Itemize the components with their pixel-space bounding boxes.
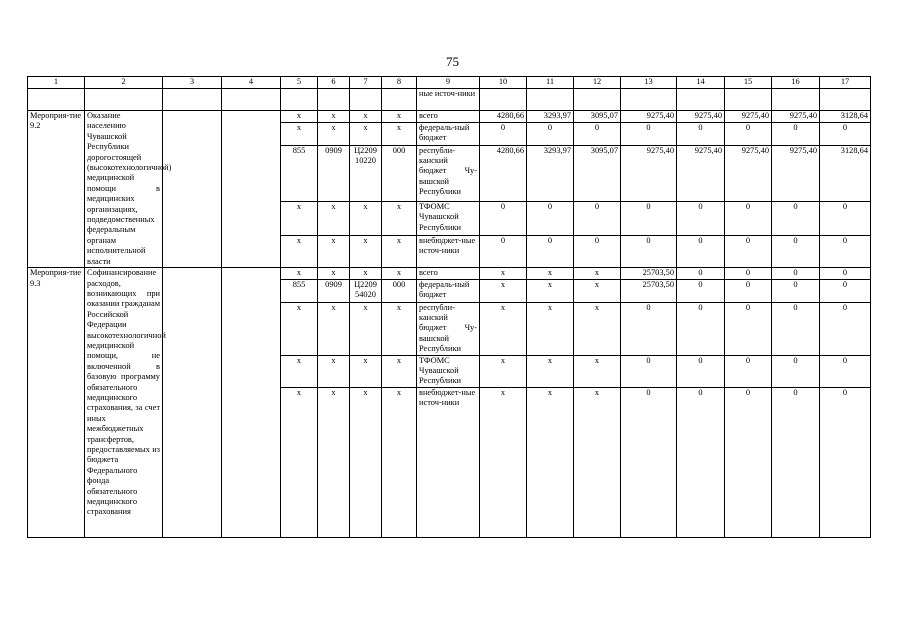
cell xyxy=(382,89,417,111)
value-cell: х xyxy=(480,355,527,387)
value-cell: 25703,50 xyxy=(621,279,677,302)
value-cell: 0 xyxy=(725,235,772,267)
cell xyxy=(318,89,350,111)
code-cell: х xyxy=(281,302,318,355)
code-cell: х xyxy=(350,111,382,123)
funding-source-cell: республи-канский бюджет Чу-вашской Республики xyxy=(417,145,480,201)
value-cell: 3128,64 xyxy=(820,145,871,201)
value-cell: 0 xyxy=(574,202,621,236)
value-cell: 3293,97 xyxy=(527,111,574,123)
value-cell: 0 xyxy=(725,355,772,387)
funding-source-cell: республи-канский бюджет Чу-вашской Республики xyxy=(417,302,480,355)
code-cell: х xyxy=(350,122,382,145)
value-cell: 4280,66 xyxy=(480,111,527,123)
code-cell: х xyxy=(318,111,350,123)
value-cell: х xyxy=(527,302,574,355)
code-cell: х xyxy=(350,302,382,355)
code-cell: Ц2209 54020 xyxy=(350,279,382,302)
value-cell: х xyxy=(574,355,621,387)
value-cell: 4280,66 xyxy=(480,145,527,201)
cell xyxy=(163,111,222,268)
cell xyxy=(527,89,574,111)
code-cell: Ц2209 10220 xyxy=(350,145,382,201)
code-cell: 0909 xyxy=(318,279,350,302)
funding-source-cell: всего xyxy=(417,111,480,123)
measure-description-cell: Софинансирование расходов, возникающих при оказании гражданам Российской Федерации высокотехнологичной медицинской помощи, не включенной в базовую программу обязательного медицинского страхования, за счет иных межбюджетных трансфертов, предоставляемых из бюджета Федерального фонда обязательного медицинского страхования xyxy=(85,268,163,538)
col-header: 13 xyxy=(621,77,677,89)
value-cell: 0 xyxy=(772,355,820,387)
funding-source-cell: всего xyxy=(417,268,480,279)
code-cell: х xyxy=(318,387,350,537)
code-cell: х xyxy=(281,122,318,145)
code-cell: х xyxy=(281,268,318,279)
value-cell: 0 xyxy=(725,268,772,279)
code-cell: х xyxy=(382,355,417,387)
value-cell: 9275,40 xyxy=(725,111,772,123)
value-cell: 0 xyxy=(772,268,820,279)
value-cell: 0 xyxy=(725,202,772,236)
col-header: 14 xyxy=(677,77,725,89)
value-cell: 9275,40 xyxy=(772,145,820,201)
value-cell: х xyxy=(574,302,621,355)
measure-id-cell: Мероприя-тие 9.2 xyxy=(28,111,85,268)
col-header: 11 xyxy=(527,77,574,89)
code-cell: х xyxy=(350,268,382,279)
col-header: 17 xyxy=(820,77,871,89)
code-cell: 855 xyxy=(281,279,318,302)
code-cell: 000 xyxy=(382,279,417,302)
cell xyxy=(677,89,725,111)
value-cell: 0 xyxy=(772,279,820,302)
cell xyxy=(725,89,772,111)
cell xyxy=(574,89,621,111)
col-header: 5 xyxy=(281,77,318,89)
value-cell: 0 xyxy=(574,122,621,145)
value-cell: 0 xyxy=(677,355,725,387)
funding-source-cell: федераль-ный бюджет xyxy=(417,279,480,302)
value-cell: 0 xyxy=(677,268,725,279)
value-cell: 3293,97 xyxy=(527,145,574,201)
value-cell: 0 xyxy=(772,202,820,236)
cell xyxy=(772,89,820,111)
value-cell: 0 xyxy=(772,302,820,355)
value-cell: 0 xyxy=(820,122,871,145)
funding-source-cell: ТФОМС Чувашской Республики xyxy=(417,355,480,387)
value-cell: х xyxy=(480,279,527,302)
col-header: 9 xyxy=(417,77,480,89)
value-cell: х xyxy=(527,387,574,537)
code-cell: х xyxy=(350,387,382,537)
value-cell: 0 xyxy=(621,302,677,355)
cell xyxy=(480,89,527,111)
value-cell: 0 xyxy=(677,122,725,145)
code-cell: х xyxy=(350,355,382,387)
code-cell: х xyxy=(318,268,350,279)
value-cell: х xyxy=(480,302,527,355)
cell xyxy=(222,268,281,538)
value-cell: 0 xyxy=(621,355,677,387)
value-cell: х xyxy=(527,279,574,302)
code-cell: х xyxy=(281,387,318,537)
value-cell: 9275,40 xyxy=(621,145,677,201)
col-header: 3 xyxy=(163,77,222,89)
cell xyxy=(163,89,222,111)
code-cell: х xyxy=(382,235,417,267)
value-cell: 0 xyxy=(820,235,871,267)
value-cell: 0 xyxy=(772,387,820,537)
value-cell: 0 xyxy=(725,122,772,145)
value-cell: х xyxy=(480,268,527,279)
code-cell: х xyxy=(382,122,417,145)
code-cell: х xyxy=(281,235,318,267)
measure-id-cell: Мероприя-тие 9.3 xyxy=(28,268,85,538)
value-cell: 25703,50 xyxy=(621,268,677,279)
code-cell: х xyxy=(382,387,417,537)
value-cell: 3095,07 xyxy=(574,111,621,123)
value-cell: 0 xyxy=(820,387,871,537)
value-cell: х xyxy=(527,355,574,387)
code-cell: х xyxy=(382,268,417,279)
value-cell: 0 xyxy=(820,302,871,355)
col-header: 16 xyxy=(772,77,820,89)
table-row xyxy=(28,268,871,279)
code-cell: 0909 xyxy=(318,145,350,201)
funding-source-cell: внебюджет-ные источ-ники xyxy=(417,387,480,537)
code-cell: х xyxy=(318,302,350,355)
col-header: 4 xyxy=(222,77,281,89)
value-cell: х xyxy=(574,387,621,537)
value-cell: 0 xyxy=(621,235,677,267)
code-cell: х xyxy=(350,202,382,236)
budget-table xyxy=(27,76,871,538)
value-cell: х xyxy=(480,387,527,537)
value-cell: х xyxy=(574,279,621,302)
value-cell: 0 xyxy=(820,268,871,279)
col-header: 12 xyxy=(574,77,621,89)
value-cell: 0 xyxy=(527,235,574,267)
value-cell: 0 xyxy=(527,202,574,236)
funding-source-cell: внебюджет-ные источ-ники xyxy=(417,235,480,267)
value-cell: 0 xyxy=(621,387,677,537)
value-cell: 3128,64 xyxy=(820,111,871,123)
code-cell: 855 xyxy=(281,145,318,201)
cell xyxy=(28,89,85,111)
value-cell: 0 xyxy=(527,122,574,145)
code-cell: х xyxy=(350,235,382,267)
header-row xyxy=(28,77,871,89)
cell xyxy=(163,268,222,538)
value-cell: 0 xyxy=(677,302,725,355)
funding-source-cell: ТФОМС Чувашской Республики xyxy=(417,202,480,236)
col-header: 2 xyxy=(85,77,163,89)
value-cell: 0 xyxy=(677,235,725,267)
value-cell: 9275,40 xyxy=(621,111,677,123)
col-header: 8 xyxy=(382,77,417,89)
value-cell: х xyxy=(527,268,574,279)
table-body xyxy=(28,77,871,538)
value-cell: 0 xyxy=(677,279,725,302)
cell xyxy=(621,89,677,111)
value-cell: 0 xyxy=(820,355,871,387)
cell xyxy=(820,89,871,111)
col-header: 15 xyxy=(725,77,772,89)
cell xyxy=(281,89,318,111)
value-cell: 0 xyxy=(677,202,725,236)
value-cell: 0 xyxy=(772,235,820,267)
value-cell: 0 xyxy=(677,387,725,537)
value-cell: 0 xyxy=(621,202,677,236)
value-cell: 0 xyxy=(480,235,527,267)
table-row xyxy=(28,111,871,123)
cell xyxy=(350,89,382,111)
value-cell: х xyxy=(574,268,621,279)
value-cell: 9275,40 xyxy=(677,111,725,123)
value-cell: 0 xyxy=(480,122,527,145)
col-header: 6 xyxy=(318,77,350,89)
page-number: 75 xyxy=(446,54,459,69)
cell xyxy=(85,89,163,111)
funding-source-cell: федераль-ный бюджет xyxy=(417,122,480,145)
value-cell: 0 xyxy=(574,235,621,267)
code-cell: х xyxy=(318,235,350,267)
code-cell: х xyxy=(281,111,318,123)
code-cell: х xyxy=(382,111,417,123)
cell xyxy=(222,111,281,268)
code-cell: х xyxy=(281,355,318,387)
code-cell: х xyxy=(318,122,350,145)
cell xyxy=(222,89,281,111)
value-cell: 0 xyxy=(725,279,772,302)
code-cell: х xyxy=(281,202,318,236)
measure-description-cell: Оказание населению Чувашской Республики дорогостоящей (высокотехнологичной) медицинской помощи в медицинских организациях, подведомственных федеральным органам исполнительной власти xyxy=(85,111,163,268)
col-header: 7 xyxy=(350,77,382,89)
col-header: 10 xyxy=(480,77,527,89)
value-cell: 9275,40 xyxy=(725,145,772,201)
code-cell: х xyxy=(382,202,417,236)
code-cell: х xyxy=(318,202,350,236)
continuation-row xyxy=(28,89,871,111)
code-cell: 000 xyxy=(382,145,417,201)
value-cell: 0 xyxy=(480,202,527,236)
value-cell: 3095,07 xyxy=(574,145,621,201)
value-cell: 0 xyxy=(772,122,820,145)
value-cell: 0 xyxy=(725,302,772,355)
value-cell: 0 xyxy=(820,279,871,302)
funding-source-cell: ные источ-ники xyxy=(417,89,480,111)
value-cell: 9275,40 xyxy=(772,111,820,123)
code-cell: х xyxy=(318,355,350,387)
value-cell: 0 xyxy=(820,202,871,236)
code-cell: х xyxy=(382,302,417,355)
col-header: 1 xyxy=(28,77,85,89)
value-cell: 9275,40 xyxy=(677,145,725,201)
value-cell: 0 xyxy=(725,387,772,537)
value-cell: 0 xyxy=(621,122,677,145)
